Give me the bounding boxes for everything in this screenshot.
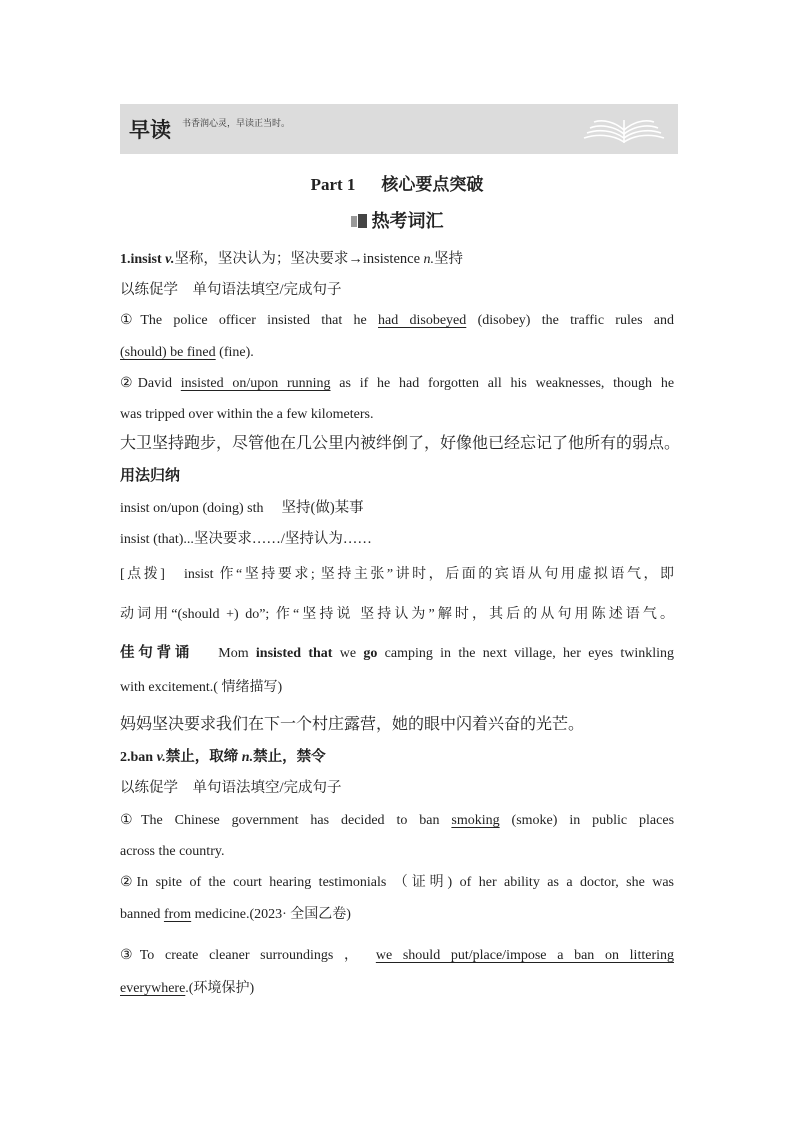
answer: had disobeyed bbox=[378, 313, 467, 328]
entry-2-question-2-cont: banned from medicine.(2023· 全国乙卷) bbox=[120, 907, 351, 922]
answer: we should put/place/impose a ban on littering bbox=[375, 948, 674, 963]
practice-label-1: 以练促学 单句语法填空/完成句子 bbox=[120, 282, 342, 298]
usage-label: 用法归纳 bbox=[120, 468, 181, 484]
answer: insisted on/upon running bbox=[180, 376, 331, 391]
open-book-icon bbox=[582, 112, 666, 146]
entry-1-question-1-cont: (should) be fined (fine). bbox=[120, 345, 254, 360]
morning-reading-banner bbox=[120, 104, 678, 154]
entry-2-question-2: ②In spite of the court hearing testimonials （证明) of her ability as a doctor, she was bbox=[120, 875, 674, 890]
banner-slogan: 书香润心灵，早读正当时。 bbox=[182, 118, 291, 128]
answer: smoking bbox=[451, 813, 500, 828]
section-heading: 热考词汇 bbox=[0, 207, 794, 233]
practice-label-2: 以练促学 单句语法填空/完成句子 bbox=[120, 780, 342, 796]
usage-1: insist on/upon (doing) sth 坚持(做)某事 bbox=[120, 500, 364, 516]
entry-2-question-3: ③To create cleaner surroundings ， we should put/place/impose a ban on littering bbox=[120, 948, 674, 963]
model-sentence: 佳句背诵 Mom insisted that we go camping in the next village, her eyes twinkling bbox=[120, 645, 675, 661]
model-sentence-translation: 妈妈坚决要求我们在下一个村庄露营，她的眼中闪着兴奋的光芒。 bbox=[120, 716, 585, 733]
tip-line-1: [点拨] insist 作“坚持要求; 坚持主张”讲时，后面的宾语从句用虚拟语气，即 bbox=[120, 567, 674, 582]
answer: everywhere bbox=[120, 981, 186, 996]
section-marker-icon bbox=[351, 213, 369, 229]
entry-2-heading: 2.ban v.禁止，取缔 n.禁止，禁令 bbox=[120, 749, 326, 765]
banner-title: 早读 bbox=[129, 118, 171, 142]
entry-1-question-2-cont: was tripped over within the a few kilometers. bbox=[120, 407, 374, 422]
answer: from bbox=[163, 907, 192, 922]
entry-1-question-1: ①The police officer insisted that he had disobeyed (disobey) the traffic rules and bbox=[120, 313, 675, 328]
answer: (should) be fined bbox=[120, 345, 216, 360]
entry-2-question-1: ①The Chinese government has decided to ban smoking (smoke) in public places bbox=[120, 813, 675, 828]
entry-1-heading: 1.insist v.坚称，坚决认为；坚决要求→insistence n.坚持 bbox=[120, 251, 464, 267]
entry-2-question-1-cont: across the country. bbox=[120, 844, 225, 859]
entry-1-translation: 大卫坚持跑步，尽管他在几公里内被绊倒了，好像他已经忘记了他所有的弱点。 bbox=[120, 435, 681, 452]
page-title: Part 1 核心要点突破 bbox=[310, 175, 484, 194]
entry-1-question-2: ②David insisted on/upon running as if he had forgotten all his weaknesses, though he bbox=[120, 376, 675, 391]
model-sentence-cont: with excitement.( 情绪描写) bbox=[120, 680, 283, 695]
entry-2-question-3-cont: everywhere.(环境保护) bbox=[120, 981, 255, 996]
tip-line-2: 动词用“(should +) do”; 作“坚持说 坚持认为”解时，其后的从句用陈述语气。 bbox=[120, 607, 674, 622]
usage-2: insist (that)...坚决要求……/坚持认为…… bbox=[120, 531, 372, 547]
